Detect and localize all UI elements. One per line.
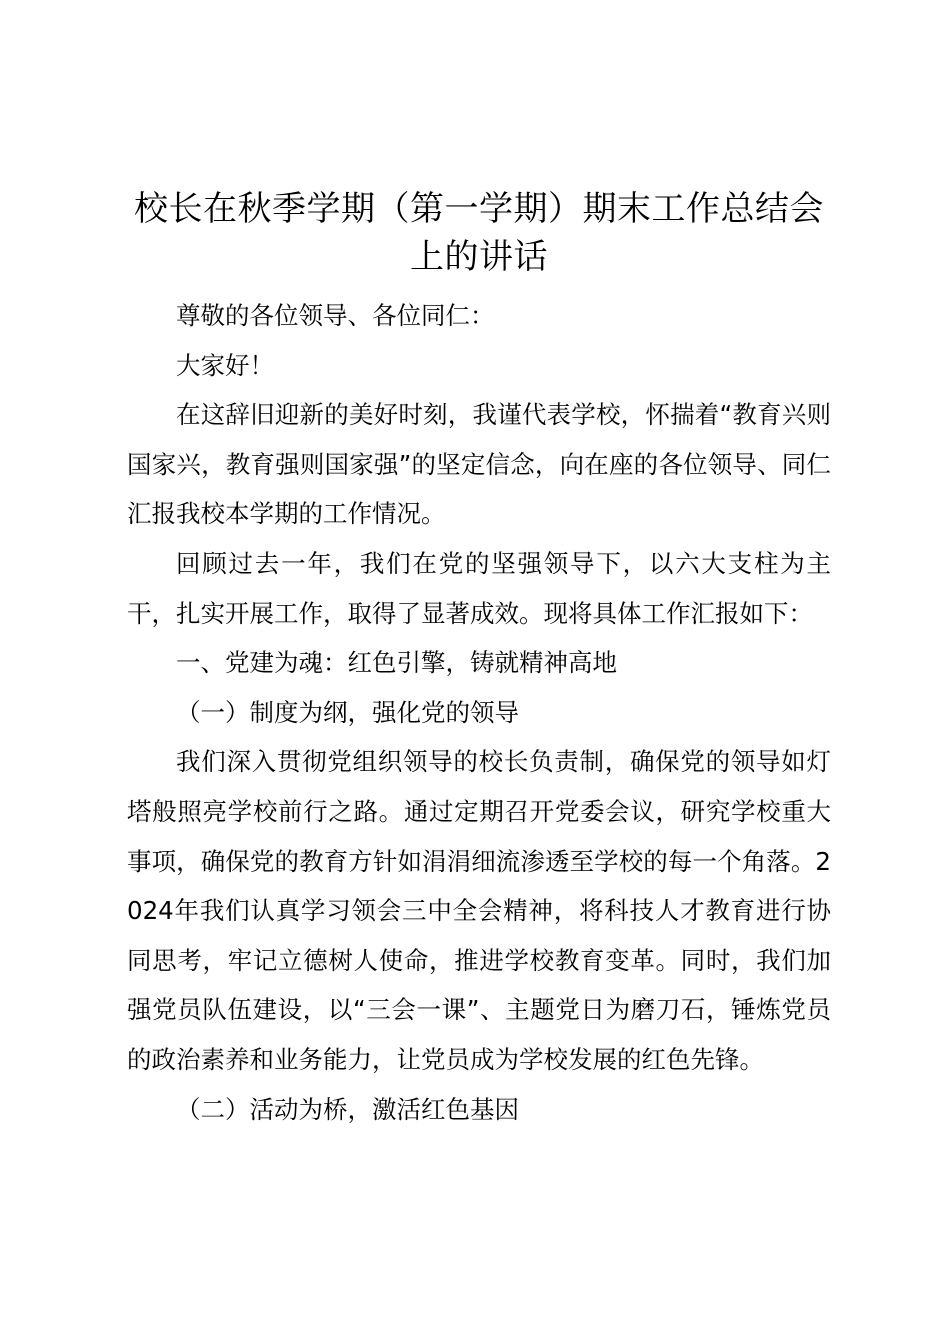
subsection-1-heading: （一）制度为纲，强化党的领导 [176,697,519,727]
salutation: 尊敬的各位领导、各位同仁： [176,301,495,330]
intro-paragraph-1: 在这辞旧迎新的美好时刻，我谨代表学校，怀揣着“教育兴则国家兴，教育强则国家强”的坚定信念，向在座的各位领导、同仁汇报我校本学期的工作情况。 [127,400,831,529]
subsection-2-heading: （二）活动为桥，激活红色基因 [176,1094,519,1124]
subsection-1-body: 我们深入贯彻党组织领导的校长负责制，确保党的领导如灯塔般照亮学校前行之路。通过定期召开党委会议，研究学校重大事项，确保党的教育方针如涓涓细流渗透至学校的每一个角落。2024年我们认真学习领会三中全会精神，将科技人才教育进行协同思考，牢记立德树人使命，推进学校教育变革。同时，我们加强党员队伍建设，以“三会一课”、主题党日为磨刀石，锤炼党员的政治素养和业务能力，让党员成为学校发展的红色先锋。 [127,747,831,1074]
section-1-heading: 一、党建为魂：红色引擎，铸就精神高地 [176,648,617,678]
document-title: 校长在秋季学期（第一学期）期末工作总结会上的讲话 [134,189,824,277]
greeting: 大家好！ [176,350,274,380]
intro-paragraph-2: 回顾过去一年，我们在党的坚强领导下，以六大支柱为主干，扎实开展工作，取得了显著成效。现将具体工作汇报如下： [127,548,831,628]
document-page [127,185,831,1134]
